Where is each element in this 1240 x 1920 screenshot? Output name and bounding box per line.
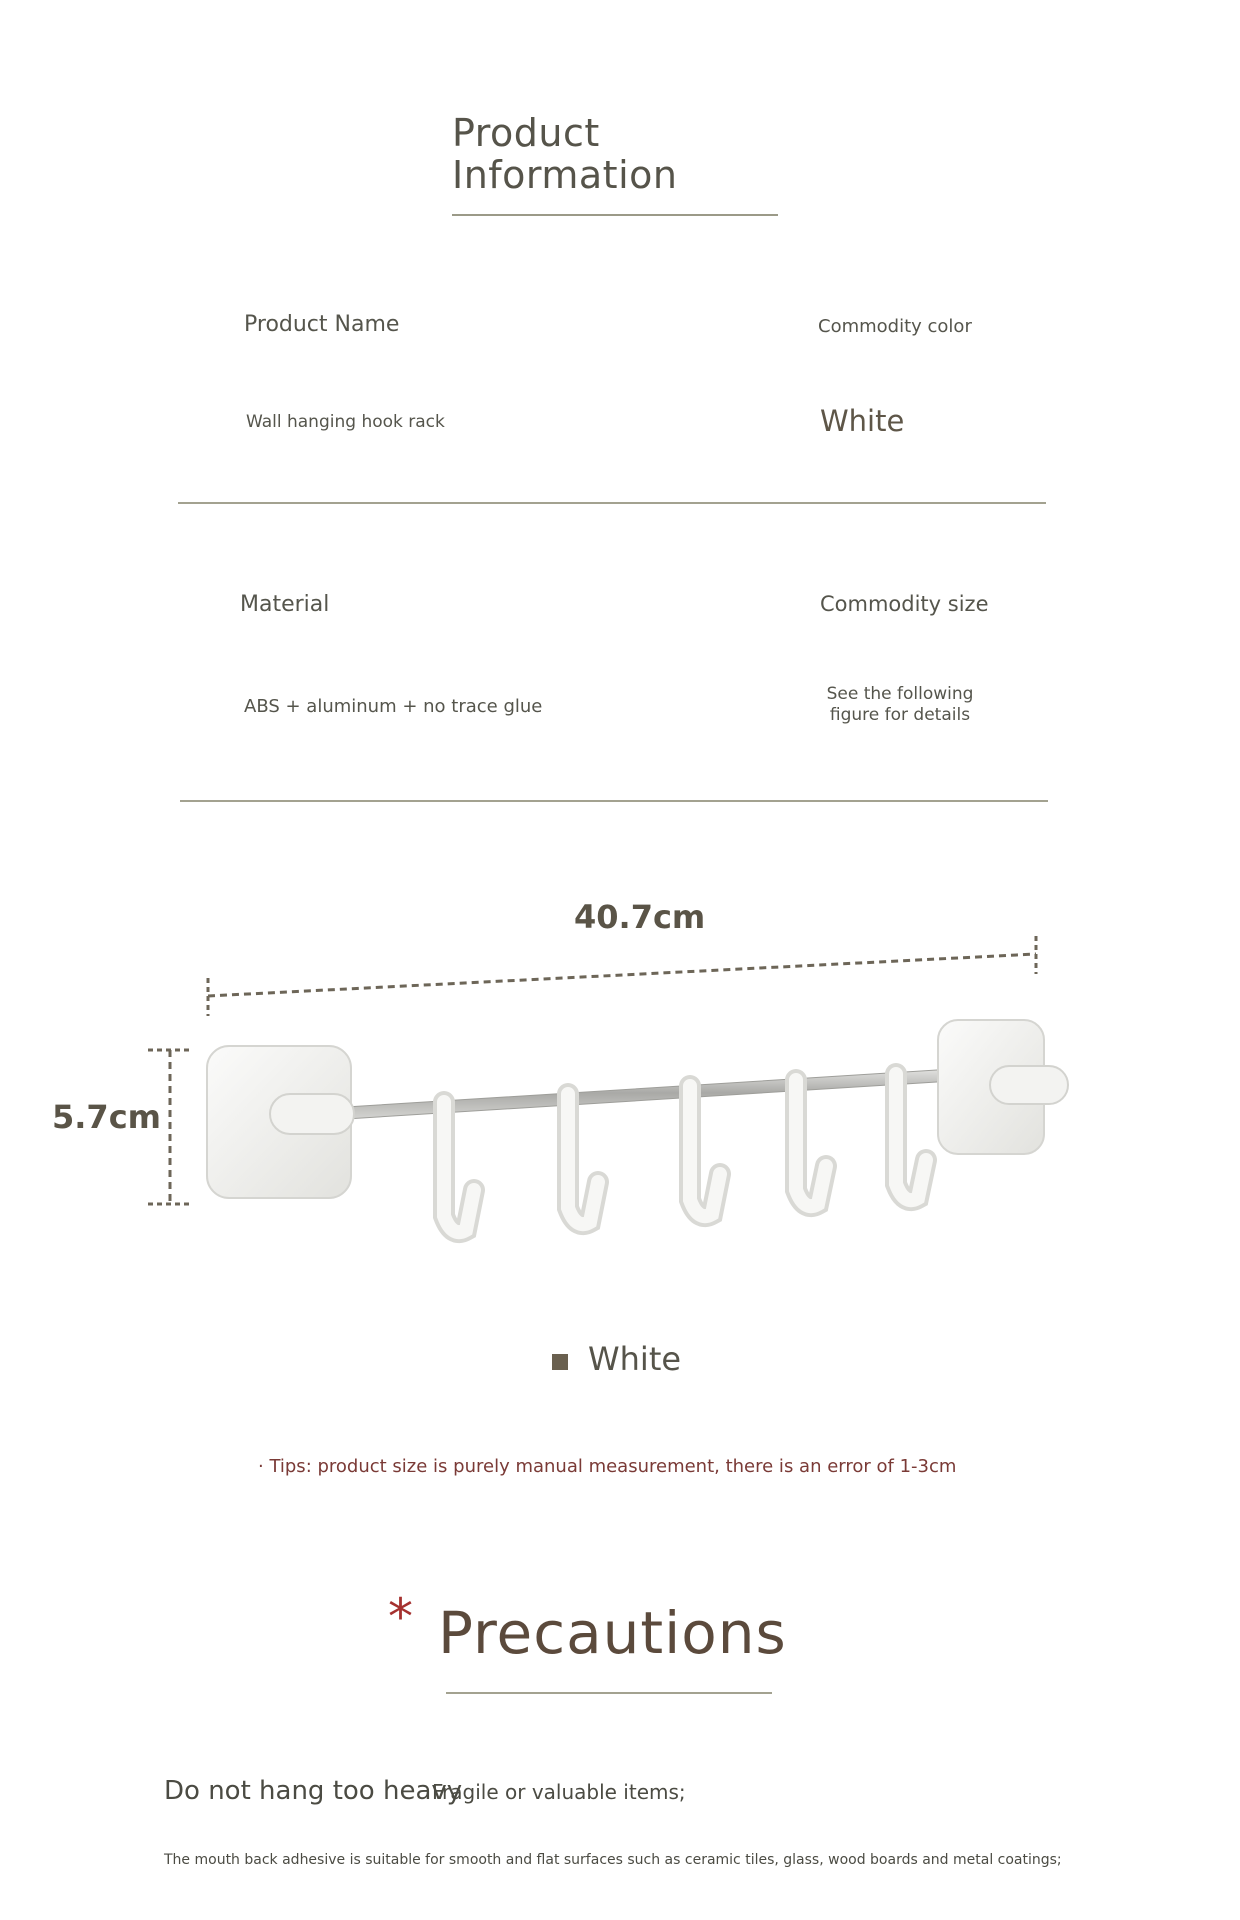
precautions-underline: [446, 1692, 772, 1694]
commodity-color-label: Commodity color: [818, 316, 972, 337]
material-label: Material: [240, 592, 330, 617]
product-name-label: Product Name: [244, 312, 400, 337]
width-dimension-line: [208, 936, 1036, 1016]
left-mounting-plate: [207, 1046, 354, 1198]
precaution-line1-part2: Fragile or valuable items;: [432, 1780, 686, 1804]
commodity-size-value: [810, 684, 990, 726]
height-dimension-label: 5.7cm: [52, 1098, 161, 1136]
precautions-title: Precautions: [438, 1599, 787, 1667]
hook-1: [444, 1102, 474, 1232]
hook-5: [896, 1074, 926, 1200]
asterisk-icon: *: [388, 1588, 413, 1646]
page-title: [452, 112, 677, 196]
title-underline: [452, 214, 778, 216]
page-title-line2: Information: [452, 153, 678, 197]
product-name-value: Wall hanging hook rack: [246, 412, 445, 432]
right-mounting-plate: [938, 1020, 1068, 1154]
tips-note: · Tips: product size is purely manual measurement, there is an error of 1-3cm: [258, 1456, 957, 1477]
color-swatch: [552, 1354, 568, 1370]
commodity-size-value-line1: See the following: [826, 684, 974, 704]
commodity-size-label: Commodity size: [820, 592, 989, 616]
height-dimension-line: [148, 1050, 192, 1204]
precaution-line2: The mouth back adhesive is suitable for smooth and flat surfaces such as ceramic tiles, glass, wood boards and metal coatings;: [164, 1852, 1062, 1868]
hook-2: [568, 1094, 598, 1224]
divider-2: [180, 800, 1048, 802]
commodity-size-value-line2: figure for details: [829, 705, 971, 725]
material-value: ABS + aluminum + no trace glue: [244, 696, 543, 717]
page-title-line1: Product: [452, 111, 600, 155]
hook-rack-illustration: [0, 920, 1240, 1260]
commodity-color-value: White: [820, 404, 905, 438]
hook-3: [690, 1086, 720, 1216]
divider-1: [178, 502, 1046, 504]
color-legend-label: White: [588, 1340, 682, 1378]
precaution-line1-part1: Do not hang too heavy: [164, 1776, 463, 1806]
width-dimension-label: 40.7cm: [574, 898, 706, 936]
hook-4: [796, 1080, 826, 1206]
